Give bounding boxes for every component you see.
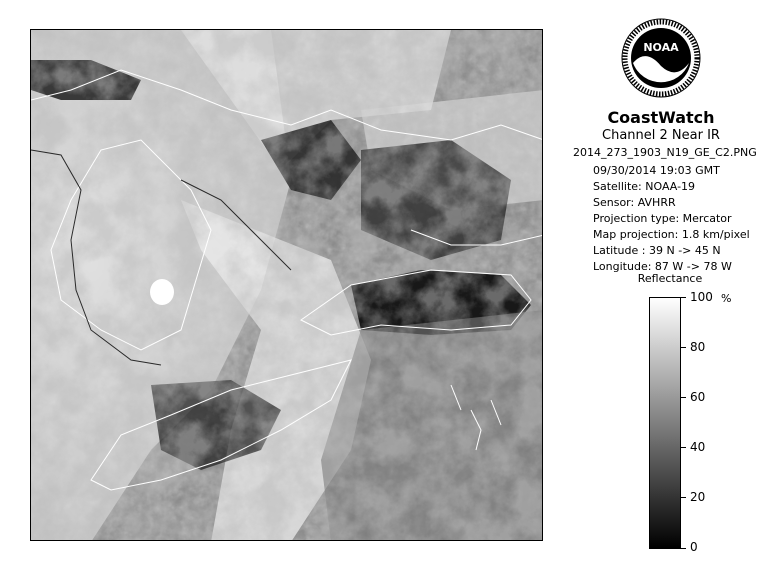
colorbar-tick bbox=[681, 397, 686, 398]
satellite-image bbox=[30, 29, 543, 541]
colorbar-tick bbox=[681, 297, 686, 298]
colorbar-unit: % bbox=[721, 292, 732, 305]
info-map-projection: Map projection: 1.8 km/pixel bbox=[593, 228, 750, 241]
colorbar-tick-label: 20 bbox=[690, 490, 706, 504]
info-latitude: Latitude : 39 N -> 45 N bbox=[593, 244, 721, 257]
colorbar-tick-label: 40 bbox=[690, 440, 706, 454]
info-projection-type: Projection type: Mercator bbox=[593, 212, 732, 225]
info-longitude: Longitude: 87 W -> 78 W bbox=[593, 260, 732, 273]
colorbar-title: Reflectance bbox=[637, 272, 703, 285]
info-filename: 2014_273_1903_N19_GE_C2.PNG bbox=[573, 146, 757, 159]
brand-title: CoastWatch bbox=[607, 108, 715, 127]
reflectance-map bbox=[31, 30, 543, 541]
colorbar bbox=[649, 297, 681, 549]
colorbar-tick-label: 0 bbox=[690, 540, 698, 554]
info-satellite: Satellite: NOAA-19 bbox=[593, 180, 696, 193]
logo-text: NOAA bbox=[643, 41, 679, 54]
colorbar-tick bbox=[681, 447, 686, 448]
colorbar-tick-label: 100 bbox=[690, 290, 713, 304]
info-sensor: Sensor: AVHRR bbox=[593, 196, 676, 209]
colorbar-tick bbox=[681, 548, 686, 549]
channel-title: Channel 2 Near IR bbox=[602, 128, 720, 143]
noaa-logo bbox=[621, 18, 701, 98]
colorbar-tick-label: 80 bbox=[690, 340, 706, 354]
colorbar-tick bbox=[681, 497, 686, 498]
colorbar-tick-label: 60 bbox=[690, 390, 706, 404]
info-date: 09/30/2014 19:03 GMT bbox=[593, 164, 720, 177]
colorbar-tick bbox=[681, 347, 686, 348]
